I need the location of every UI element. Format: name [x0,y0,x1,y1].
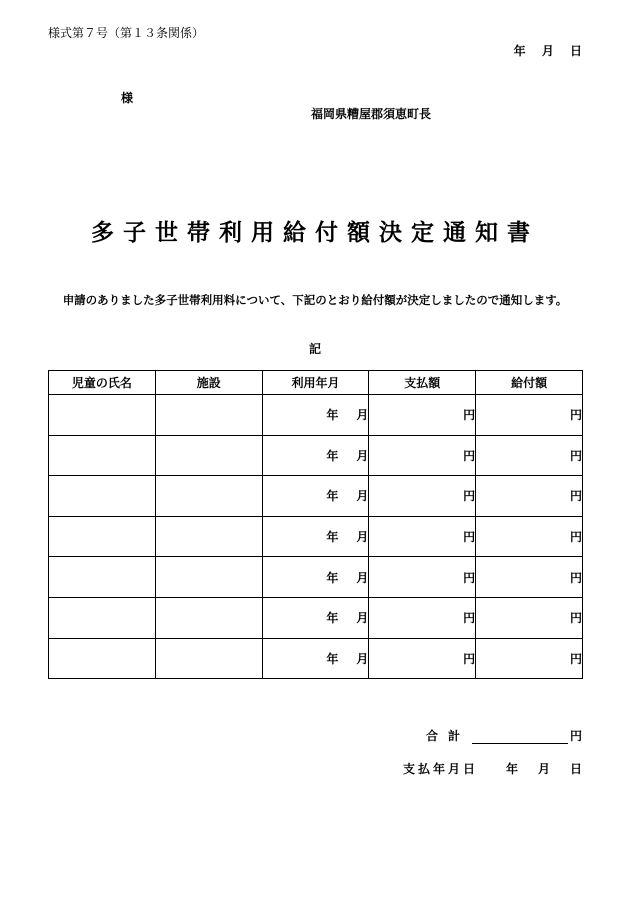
payment-date-line [403,760,582,777]
year-label: 年 [326,530,339,545]
month-label: 月 [356,570,369,585]
paid-amount-cell[interactable] [369,476,476,517]
usage-month-cell[interactable] [262,516,369,557]
month-label: 月 [356,611,369,626]
year-label: 年 [326,408,339,423]
table-row [49,516,583,557]
paid-amount-cell[interactable] [369,638,476,679]
month-label: 月 [356,489,369,504]
benefit-amount-cell[interactable] [476,597,583,638]
paid-amount-cell[interactable] [369,557,476,598]
usage-month-cell[interactable] [262,395,369,436]
usage-month-cell[interactable] [262,597,369,638]
month-label: 月 [356,530,369,545]
yen-label: 円 [463,651,476,666]
usage-month-cell[interactable] [262,435,369,476]
usage-month-cell[interactable] [262,476,369,517]
year-label: 年 [326,570,339,585]
yen-label: 円 [569,489,582,504]
benefit-amount-cell[interactable] [476,638,583,679]
issue-date: 年 月 日 [513,44,582,58]
year-label: 年 [326,448,339,463]
benefit-amount-cell[interactable] [476,516,583,557]
table-row [49,597,583,638]
facility-cell[interactable] [155,638,262,679]
benefit-amount-cell[interactable] [476,435,583,476]
child-name-cell[interactable] [49,557,156,598]
total-label: 合計 [425,729,470,743]
yen-label: 円 [463,448,476,463]
paid-amount-cell[interactable] [369,516,476,557]
header-benefit-amount: 給付額 [476,371,583,395]
benefit-amount-cell[interactable] [476,395,583,436]
child-name-cell[interactable] [49,435,156,476]
facility-cell[interactable] [155,476,262,517]
yen-label: 円 [463,611,476,626]
table-row [49,395,583,436]
table-row [49,476,583,517]
yen-label: 円 [569,651,582,666]
usage-month-cell[interactable] [262,557,369,598]
child-name-cell[interactable] [49,516,156,557]
yen-label: 円 [569,408,582,423]
year-label: 年 [326,489,339,504]
yen-label: 円 [463,570,476,585]
total-amount-field[interactable] [472,731,568,744]
benefit-amount-cell[interactable] [476,476,583,517]
benefit-table [48,370,583,679]
payment-month-label: 月 [537,762,550,776]
facility-cell[interactable] [155,597,262,638]
facility-cell[interactable] [155,435,262,476]
yen-label: 円 [463,408,476,423]
header-child-name: 児童の氏名 [49,371,156,395]
paid-amount-cell[interactable] [369,435,476,476]
year-label: 年 [326,611,339,626]
child-name-cell[interactable] [49,395,156,436]
child-name-cell[interactable] [49,476,156,517]
year-label: 年 [326,651,339,666]
total-unit: 円 [569,729,582,743]
yen-label: 円 [463,530,476,545]
yen-label: 円 [569,448,582,463]
table-row [49,435,583,476]
ki-label: 記 [308,342,321,356]
payment-year-label: 年 [505,762,518,776]
document-title: 多子世帯利用給付額決定通知書 [91,220,539,246]
header-facility: 施設 [155,371,262,395]
month-label: 月 [356,408,369,423]
child-name-cell[interactable] [49,638,156,679]
month-label: 月 [356,651,369,666]
header-paid-amount: 支払額 [369,371,476,395]
payment-date-label: 支払年月日 [402,762,478,776]
paid-amount-cell[interactable] [369,395,476,436]
total-line [426,727,582,744]
yen-label: 円 [569,570,582,585]
form-number: 様式第７号（第１３条関係） [48,26,205,40]
table-row [49,638,583,679]
table-header-row [49,371,583,395]
facility-cell[interactable] [155,395,262,436]
usage-month-cell[interactable] [262,638,369,679]
header-usage-month: 利用年月 [262,371,369,395]
payment-day-label: 日 [569,762,582,776]
yen-label: 円 [463,489,476,504]
yen-label: 円 [569,611,582,626]
facility-cell[interactable] [155,557,262,598]
month-label: 月 [356,448,369,463]
intro-text: 申請のありました多子世帯利用料について、下記のとおり給付額が決定しましたので通知します。 [62,293,568,307]
paid-amount-cell[interactable] [369,597,476,638]
recipient-suffix: 様 [121,91,134,105]
facility-cell[interactable] [155,516,262,557]
child-name-cell[interactable] [49,597,156,638]
table-row [49,557,583,598]
issuer-name: 福岡県糟屋郡須恵町長 [311,107,432,121]
yen-label: 円 [569,530,582,545]
benefit-amount-cell[interactable] [476,557,583,598]
